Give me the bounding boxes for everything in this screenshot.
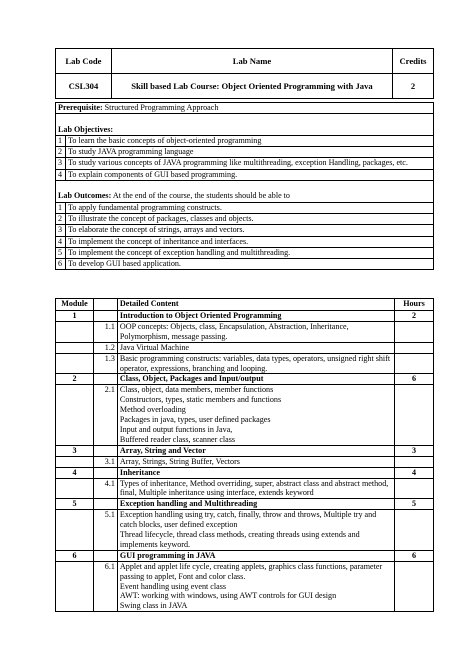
prerequisite-label: Prerequisite: <box>58 103 103 112</box>
submodule-text: Basic programming constructs: variables, data types, operators, unsigned right shift operator, expressions, branching and looping. <box>117 353 394 374</box>
lab-name-header: Lab Name <box>111 49 392 74</box>
submodule-number: 3.1 <box>93 456 117 467</box>
outcomes-label: Lab Outcomes: <box>58 191 112 201</box>
credits-value: 2 <box>393 74 434 99</box>
objective-text: To learn the basic concepts of object-oriented programming <box>66 135 434 146</box>
submodule-text: Applet and applet life cycle, creating applets, graphics class functions, parameter passing to applet, Font and color class. Event handling using event class AWT: working with windows, using AWT controls for GUI design Swing class in JAVA <box>117 561 394 612</box>
module-header-row <box>56 550 434 561</box>
objective-number: 2 <box>56 147 66 158</box>
outcome-row <box>56 213 434 224</box>
syllabus-table <box>55 298 434 612</box>
submodule-text: OOP concepts: Objects, class, Encapsulation, Abstraction, Inheritance, Polymorphism, message passing. <box>117 321 394 342</box>
lab-info-table <box>55 48 434 99</box>
outcome-number: 1 <box>56 202 66 213</box>
credits-header: Credits <box>393 49 434 74</box>
module-title: Class, Object, Packages and Input/output <box>117 374 394 385</box>
module-header-row <box>56 499 434 510</box>
prerequisite-row <box>56 103 434 114</box>
outcome-text: To illustrate the concept of packages, classes and objects. <box>66 213 434 224</box>
outcomes-intro <box>56 191 434 202</box>
submodule-row <box>56 353 434 374</box>
outcome-text: To develop GUI based application. <box>66 259 434 270</box>
module-header: Module <box>56 299 94 311</box>
objectives-table <box>55 102 434 270</box>
outcome-row <box>56 236 434 247</box>
submodule-row <box>56 321 434 342</box>
outcome-text: To implement the concept of exception handling and multithreading. <box>66 247 434 258</box>
module-title: Array, String and Vector <box>117 445 394 456</box>
objective-text: To explain components of GUI based programming. <box>66 169 434 180</box>
objectives-title: Lab Objectives: <box>56 125 434 136</box>
objective-number: 4 <box>56 169 66 180</box>
module-title: Introduction to Object Oriented Programming <box>117 311 394 322</box>
outcomes-text: At the end of the course, the students should be able to <box>111 191 290 201</box>
outcome-number: 4 <box>56 236 66 247</box>
submodule-text: Types of inheritance, Method overriding, super, abstract class and abstract method, final, Multiple inheritance using interface, extends keyword <box>117 478 394 499</box>
content-header: Detailed Content <box>117 299 394 311</box>
submodule-row <box>56 478 434 499</box>
prerequisite-text: Structured Programming Approach <box>102 103 219 112</box>
outcome-text: To apply fundamental programming constructs. <box>66 202 434 213</box>
submodule-number: 1.2 <box>93 342 117 353</box>
lab-code-value: CSL304 <box>56 74 112 99</box>
submodule-number: 5.1 <box>93 510 117 551</box>
module-number: 2 <box>56 374 94 385</box>
submodule-row <box>56 456 434 467</box>
outcome-row <box>56 247 434 258</box>
module-title: Inheritance <box>117 467 394 478</box>
lab-code-header: Lab Code <box>56 49 112 74</box>
submodule-number: 4.1 <box>93 478 117 499</box>
submodule-text: Exception handling using try, catch, finally, throw and throws, Multiple try and catch blocks, user defined exception Thread lifecycle, thread class methods, creating threads using extends and implements keyword. <box>117 510 394 551</box>
outcome-row <box>56 259 434 270</box>
module-header-row <box>56 445 434 456</box>
outcome-text: To implement the concept of inheritance and interfaces. <box>66 236 434 247</box>
submodule-text: Array, Strings, String Buffer, Vectors <box>117 456 394 467</box>
blank-row <box>56 181 434 192</box>
objective-number: 3 <box>56 158 66 169</box>
module-number: 4 <box>56 467 94 478</box>
module-hours: 6 <box>395 550 434 561</box>
module-header-row <box>56 374 434 385</box>
outcome-row <box>56 202 434 213</box>
module-number: 1 <box>56 311 94 322</box>
objective-text: To study JAVA programming language <box>66 147 434 158</box>
module-hours: 4 <box>395 467 434 478</box>
objective-row <box>56 169 434 180</box>
outcome-text: To elaborate the concept of strings, arrays and vectors. <box>66 225 434 236</box>
module-title: GUI programming in JAVA <box>117 550 394 561</box>
module-header-row <box>56 311 434 322</box>
module-hours: 3 <box>395 445 434 456</box>
blank-row <box>56 114 434 125</box>
module-number: 5 <box>56 499 94 510</box>
objective-text: To study various concepts of JAVA programming like multithreading, exception Handling, packages, etc. <box>66 158 434 169</box>
submodule-text: Class, object, data members, member functions Constructors, types, static members and functions Method overloading Packages in java, types, user defined packages Input and output functions in Java, Buffered reader class, scanner class <box>117 385 394 445</box>
submodule-number: 2.1 <box>93 385 117 445</box>
submodule-row <box>56 342 434 353</box>
lab-name-value: Skill based Lab Course: Object Oriented Programming with Java <box>111 74 392 99</box>
module-number: 6 <box>56 550 94 561</box>
outcome-number: 2 <box>56 213 66 224</box>
syllabus-body <box>56 311 434 612</box>
submodule-number: 1.3 <box>93 353 117 374</box>
submodule-row <box>56 561 434 612</box>
outcome-number: 3 <box>56 225 66 236</box>
module-hours: 5 <box>395 499 434 510</box>
module-number: 3 <box>56 445 94 456</box>
submodule-number: 6.1 <box>93 561 117 612</box>
module-hours: 2 <box>395 311 434 322</box>
objective-number: 1 <box>56 135 66 146</box>
submodule-row <box>56 385 434 445</box>
module-title: Exception handling and Multithreading <box>117 499 394 510</box>
hours-header: Hours <box>395 299 434 311</box>
outcome-number: 5 <box>56 247 66 258</box>
objective-row <box>56 147 434 158</box>
module-header-row <box>56 467 434 478</box>
module-hours: 6 <box>395 374 434 385</box>
outcome-number: 6 <box>56 259 66 270</box>
outcome-row <box>56 225 434 236</box>
objective-row <box>56 158 434 169</box>
submodule-text: Java Virtual Machine <box>117 342 394 353</box>
submodule-number: 1.1 <box>93 321 117 342</box>
submodule-row <box>56 510 434 551</box>
objective-row <box>56 135 434 146</box>
